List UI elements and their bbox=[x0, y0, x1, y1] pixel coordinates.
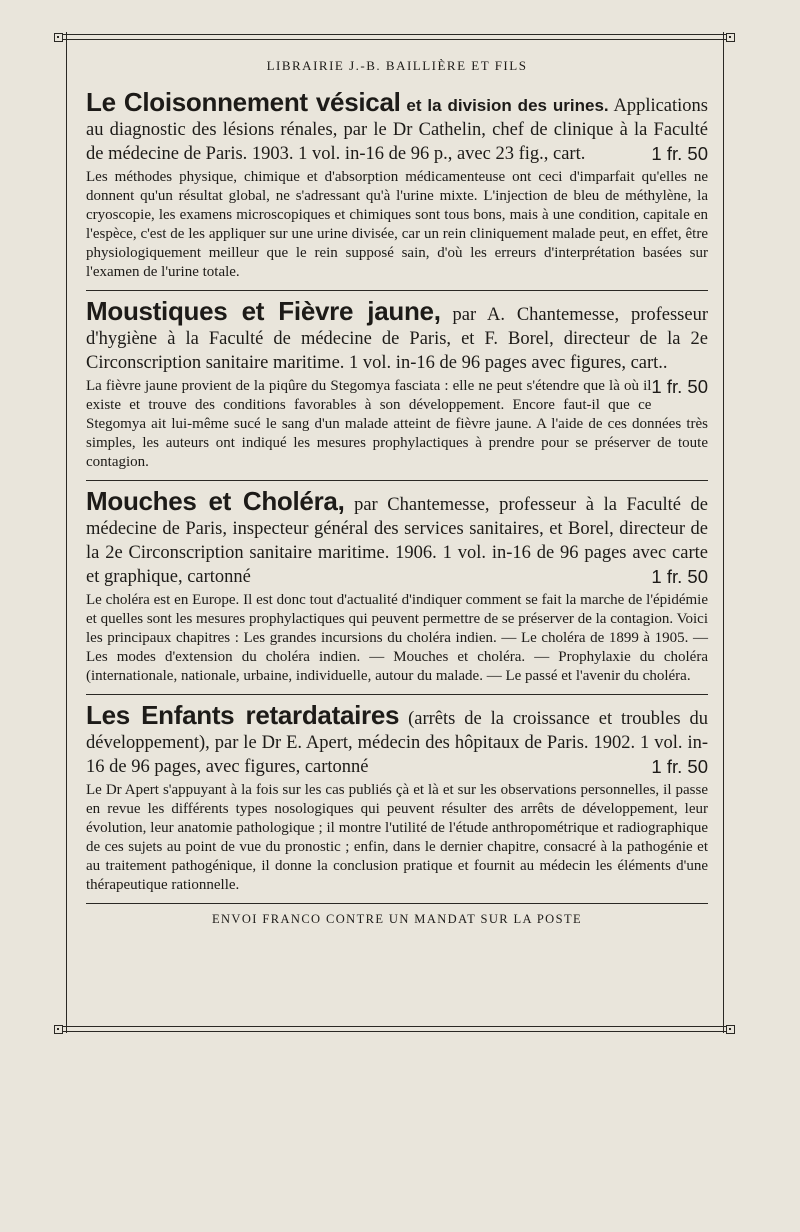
entry-heading bbox=[86, 87, 708, 166]
book-entry-moustiques bbox=[86, 296, 708, 481]
book-price: 1 fr. 50 bbox=[651, 566, 708, 587]
publisher-header: LIBRAIRIE J.-B. BAILLIÈRE ET FILS bbox=[266, 58, 528, 73]
shipping-footer: ENVOI FRANCO CONTRE UN MANDAT SUR LA POSTE bbox=[211, 912, 583, 926]
book-price: 1 fr. 50 bbox=[651, 376, 708, 397]
book-price: 1 fr. 50 bbox=[651, 143, 708, 164]
book-entry-mouches bbox=[86, 486, 709, 695]
book-description: par Chantemesse, professeur à la Faculté de médecine de Paris, inspecteur général des services sanitaires, et Borel, directeur de la 2e Circonscription sanitaire maritime. 1906. 1 vol. in-16 de 96 pages avec carte et graphique, cartonné bbox=[86, 495, 709, 587]
book-title: Les Enfants retardataires bbox=[86, 700, 400, 730]
book-title: Mouches et Choléra, bbox=[86, 486, 345, 516]
book-summary: Le Dr Apert s'appuyant à la fois sur les cas publiés çà et là et sur les observations personnelles, il passe en revue les différents types nosologiques qui peuvent résulter des arrêts de développement, leur évolution, leur anatomie pathologique ; il montre l'utilité de l'étude anthropométrique et radiographique de ces sujets au point de vue du pronostic ; enfin, dans le dernier chapitre, consacré à la pathogénie et au traitement pathogénique, il donne la conclusion pratique et fournit au médecin les éléments d'une thérapeutique rationnelle. bbox=[86, 782, 708, 893]
book-description: (arrêts de la croissance et troubles du développement), par le Dr E. Apert, médecin des hôpitaux de Paris. 1902. 1 vol. in-16 de 96 pages, avec figures, cartonné bbox=[86, 709, 708, 777]
book-subtitle: et la division des urines. bbox=[406, 96, 609, 115]
book-entry-enfants bbox=[86, 700, 708, 904]
book-summary: La fièvre jaune provient de la piqûre du Stegomya fasciata : elle ne peut s'étendre que là où il existe et trouve des conditions favorables à son développement. Encore faut-il que ce Stegomya ait lui-même sucé le sang d'un malade atteint de fièvre jaune. A l'aide de ces données très simples, les auteurs ont indiqué les mesures prophylactiques à prendre pour se préserver de toute contagion. bbox=[86, 378, 708, 470]
page-content bbox=[86, 58, 708, 927]
book-entry-cloisonnement bbox=[86, 87, 708, 291]
corner-ornament bbox=[726, 1025, 735, 1034]
corner-ornament bbox=[726, 33, 735, 42]
book-summary: Les méthodes physique, chimique et d'absorption médicamenteuse ont ceci d'imparfait qu'elles ne donnent qu'un résultat global, ne s'adressant qu'à l'urine mixte. L'injection de bleu de méthylène, la cryoscopie, les examens microscopiques et chimiques sont tous bons, mais à une condition, capitale en l'espèce, c'est de les appliquer sur une urine divisée, car un rein cliniquement malade peut, en effet, être physiologiquement meilleur que le rein supposé sain, d'où les erreurs d'interprétation basées sur l'examen de l'urine totale. bbox=[86, 169, 708, 280]
corner-ornament bbox=[54, 33, 63, 42]
book-summary: Le choléra est en Europe. Il est donc tout d'actualité d'indiquer comment se fait la marche de l'épidémie et quelles sont les mesures prophylactiques qui peuvent permettre de se préserver de la contagion. Voici les principaux chapitres : Les grandes incursions du choléra indien. — Le choléra de 1899 à 1905. — Les modes d'extension du choléra indien. — Mouches et choléra. — Prophylaxie du choléra (internationale, nationale, urbaine, individuelle, autour du malade. — Le passé et l'avenir du choléra. bbox=[86, 592, 708, 684]
book-title: Moustiques et Fièvre jaune, bbox=[86, 296, 441, 326]
book-description: Applications au diagnostic des lésions rénales, par le Dr Cathelin, chef de clinique à la Faculté de médecine de Paris. 1903. 1 vol. in-16 de 96 p., avec 23 fig., cart. bbox=[86, 96, 708, 164]
entry-heading bbox=[86, 296, 708, 397]
entry-heading bbox=[86, 486, 709, 589]
corner-ornament bbox=[54, 1025, 63, 1034]
book-price: 1 fr. 50 bbox=[651, 756, 708, 777]
book-description: par A. Chantemesse, professeur d'hygiène à la Faculté de médecine de Paris, et F. Borel, directeur de la 2e Circonscription sanitaire maritime. 1 vol. in-16 de 96 pages avec figures, cart.. bbox=[86, 305, 708, 373]
book-title: Le Cloisonnement vésical bbox=[86, 87, 401, 117]
entry-heading bbox=[86, 700, 708, 779]
